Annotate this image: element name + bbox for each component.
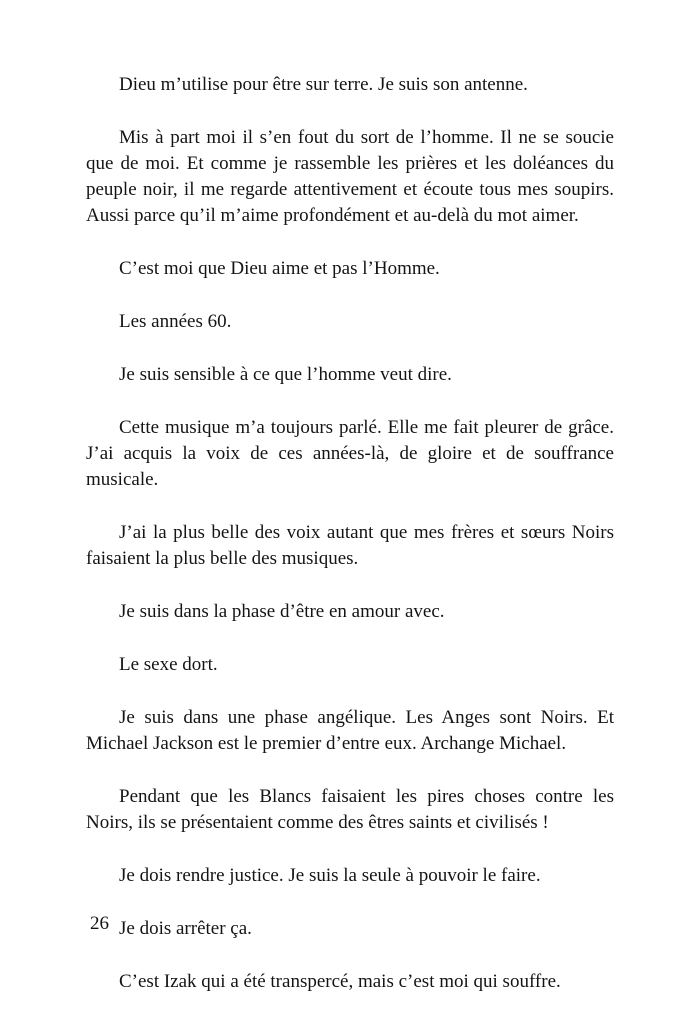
paragraph: Je suis dans la phase d’être en amour avec. — [119, 601, 445, 622]
paragraph: Cette musique m’a toujours parlé. Elle me fait pleurer de grâce. J’ai acquis la voix de ces années-là, de gloire et de souffrance musicale. — [86, 417, 614, 490]
paragraph: Je suis dans une phase angélique. Les Anges sont Noirs. Et Michael Jackson est le premier d’entre eux. Archange Michael. — [86, 707, 614, 754]
paragraph: Mis à part moi il s’en fout du sort de l’homme. Il ne se soucie que de moi. Et comme je rassemble les prières et les doléances du peuple noir, il me regarde attentivement et écoute tous mes soupirs. Aussi parce qu’il m’aime profondément et au-delà du mot aimer. — [86, 127, 614, 226]
paragraph: Pendant que les Blancs faisaient les pires choses contre les Noirs, ils se présentaient comme des êtres saints et civilisés ! — [86, 786, 614, 833]
body-text — [86, 72, 614, 1022]
paragraph: Dieu m’utilise pour être sur terre. Je suis son antenne. — [119, 74, 528, 95]
paragraph: Je dois arrêter ça. — [119, 918, 252, 939]
paragraph: Je suis sensible à ce que l’homme veut dire. — [119, 364, 452, 385]
page-number: 26 — [90, 913, 109, 934]
paragraph: C’est moi que Dieu aime et pas l’Homme. — [119, 258, 440, 279]
paragraph: Je dois rendre justice. Je suis la seule à pouvoir le faire. — [119, 865, 541, 886]
paragraph: J’ai la plus belle des voix autant que mes frères et sœurs Noirs faisaient la plus belle des musiques. — [86, 522, 614, 569]
paragraph: Le sexe dort. — [119, 654, 218, 675]
paragraph: Les années 60. — [119, 311, 232, 332]
paragraph: C’est Izak qui a été transpercé, mais c’est moi qui souffre. — [119, 971, 561, 992]
